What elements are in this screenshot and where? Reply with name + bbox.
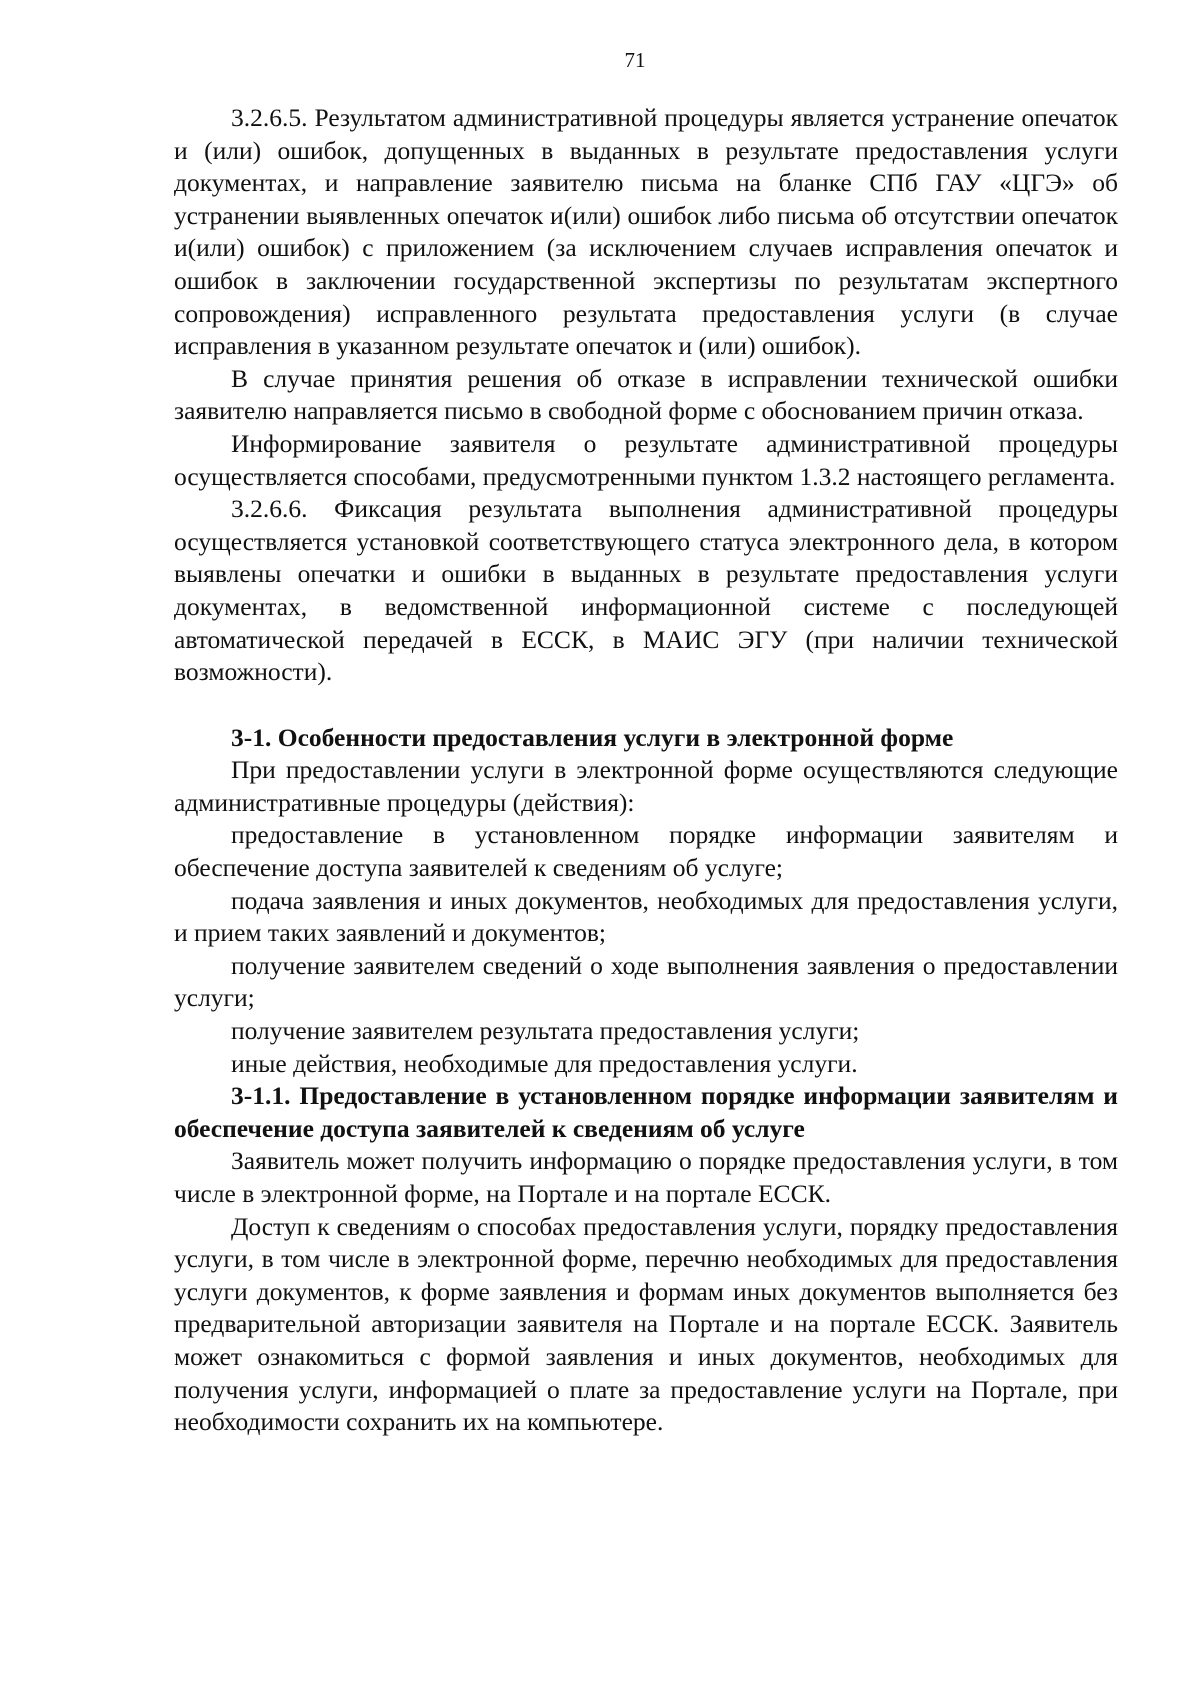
paragraph-info-access: Заявитель может получить информацию о порядке предоставления услуги, в том числе в электронной форме, на Портале и на портале ЕССК. [174,1146,1118,1208]
paragraph-informing: Информирование заявителя о результате административной процедуры осуществляется способами, предусмотренными пунктом 1.3.2 настоящего регламента. [174,428,1118,491]
document-body [174,102,1118,1439]
section-heading: 3-1. Особенности предоставления услуги в электронной форме [231,722,954,752]
list-item-submission: подача заявления и иных документов, необходимых для предоставления услуги, и прием таких заявлений и документов; [174,885,1118,948]
subsection-heading: 3-1.1. Предоставление в установленном порядке информации заявителям и обеспечение доступа заявителей к сведениям об услуге [174,1081,1118,1143]
paragraph-procedures-intro: При предоставлении услуги в электронной форме осуществляются следующие административные процедуры (действия): [174,755,1118,817]
section-gap [174,689,1118,722]
page-number: 71 [624,48,646,72]
list-item-providing-info: предоставление в установленном порядке информации заявителям и обеспечение доступа заявителей к сведениям об услуге; [174,820,1118,883]
paragraph-3-2-6-6: 3.2.6.6. Фиксация результата выполнения административной процедуры осуществляется установкой соответствующего статуса электронного дела, в котором выявлены опечатки и ошибки в выданных в результате предоставления услуги документах, в ведомственной информационной системе с последующей автоматической передачей в ЕССК, в МАИС ЭГУ (при наличии технической возможности). [174,494,1118,687]
list-item-result: получение заявителем результата предоставления услуги; [231,1016,860,1046]
list-item-other-actions: иные действия, необходимые для предоставления услуги. [231,1048,858,1078]
paragraph-refusal: В случае принятия решения об отказе в исправлении технической ошибки заявителю направляется письмо в свободной форме с обоснованием причин отказа. [174,363,1118,426]
list-item-status: получение заявителем сведений о ходе выполнения заявления о предоставлении услуги; [174,950,1118,1013]
paragraph-3-2-6-5: 3.2.6.5. Результатом административной процедуры является устранение опечаток и (или) ошибок, допущенных в выданных в результате предоставления услуги документах, и направление заявителю письма на бланке СПб ГАУ «ЦГЭ» об устранении выявленных опечаток и(или) ошибок либо письма об отсутствии опечаток и(или) ошибок) с приложением (за исключением случаев исправления опечаток и ошибок в заключении государственной экспертизы по результатам экспертного сопровождения) исправленного результата предоставления услуги (в случае исправления в указанном результате опечаток и (или) ошибок). [174,103,1118,361]
paragraph-forms-access: Доступ к сведениям о способах предоставления услуги, порядку предоставления услуги, в том числе в электронной форме, перечню необходимых для предоставления услуги документов, к форме заявления и формам иных документов выполняется без предварительной авторизации заявителя на Портале и на портале ЕССК. Заявитель может ознакомиться с формой заявления и иных документов, необходимых для получения услуги, информацией о плате за предоставление услуги на Портале, при необходимости сохранить их на компьютере. [174,1211,1118,1437]
